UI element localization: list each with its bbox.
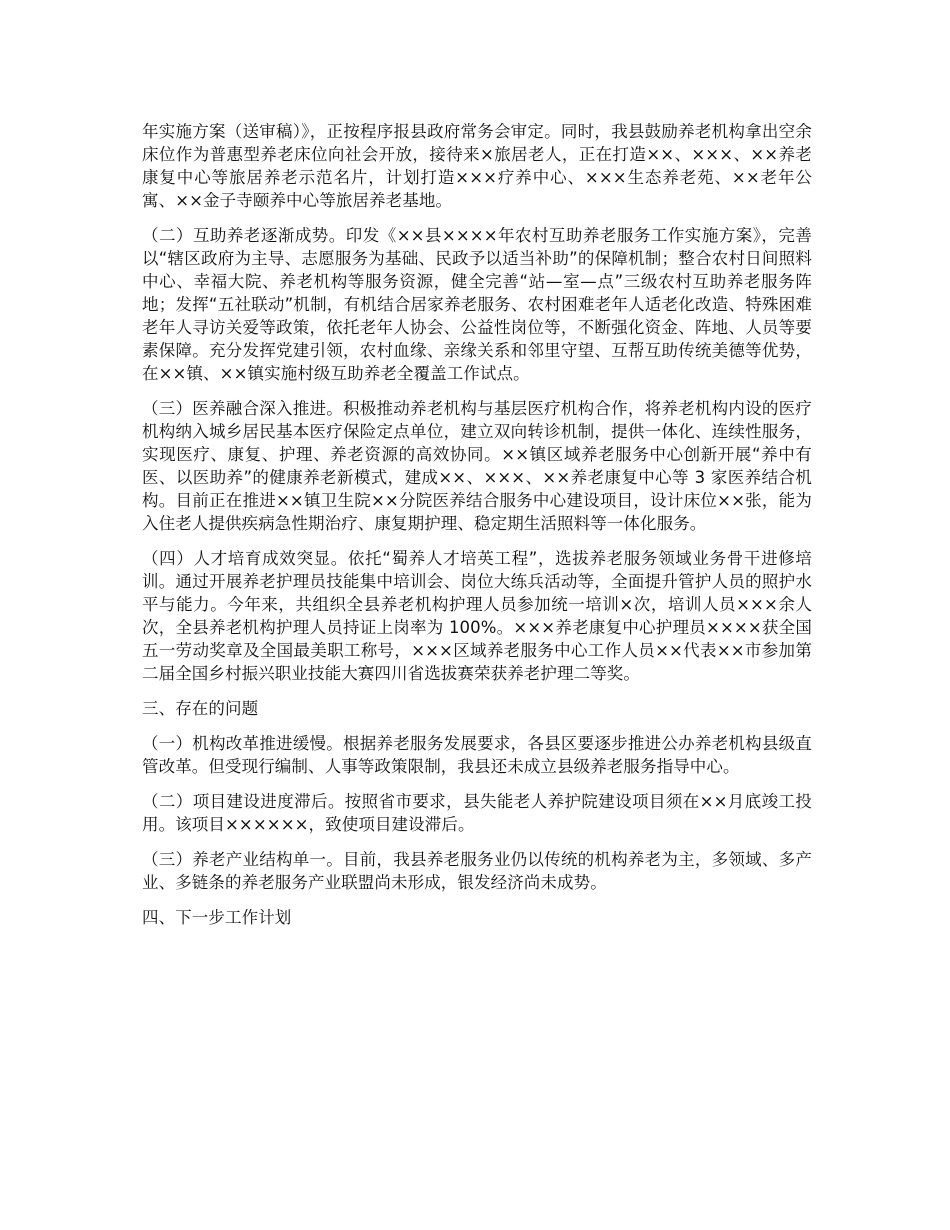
document-body xyxy=(142,120,812,941)
paragraph-industry-structure: （三）养老产业结构单一。目前，我县养老服务业仍以传统的机构养老为主，多领域、多产业、多链条的养老服务产业联盟尚未形成，银发经济尚未成势。 xyxy=(142,850,812,892)
paragraph-continuation: 年实施方案（送审稿）》，正按程序报县政府常务会审定。同时，我县鼓励养老机构拿出空余床位作为普惠型养老床位向社会开放，接待来×旅居老人，正在打造××、×××、××养老康复中心等旅居养老示范名片，计划打造×××疗养中心、×××生态养老苑、××老年公寓、××金子寺颐养中心等旅居养老基地。 xyxy=(142,122,812,210)
paragraph-project-progress: （二）项目建设进度滞后。按照省市要求，县失能老人养护院建设项目须在××月底竣工投用。该项目××××××，致使项目建设滞后。 xyxy=(142,792,812,834)
section-heading-next-steps: 四、下一步工作计划 xyxy=(142,908,292,927)
paragraph-institutional-reform: （一）机构改革推进缓慢。根据养老服务发展要求，各县区要逐步推进公办养老机构县级直管改革。但受现行编制、人事等政策限制，我县还未成立县级养老服务指导中心。 xyxy=(142,734,812,776)
paragraph-talent-training: （四）人才培育成效突显。依托“蜀养人才培英工程”，选拔养老服务领域业务骨干进修培训。通过开展养老护理员技能集中培训会、岗位大练兵活动等，全面提升管护人员的照护水平与能力。今年来，共组织全县养老机构护理人员参加统一培训×次，培训人员×××余人次，全县养老机构护理人员持证上岗率为 100%。×××养老康复中心护理员××××获全国五一劳动奖章及全国最美职工称号，×××区域养老服务中心工作人员××代表××市参加第二届全国乡村振兴职业技能大赛四川省选拔赛荣获养老护理二等奖。 xyxy=(142,549,812,683)
section-heading-existing-problems: 三、存在的问题 xyxy=(142,699,259,718)
paragraph-medical-elderly-integration: （三）医养融合深入推进。积极推动养老机构与基层医疗机构合作，将养老机构内设的医疗机构纳入城乡居民基本医疗保险定点单位，建立双向转诊机制，提供一体化、连续性服务，实现医疗、康复、护理、养老资源的高效协同。××镇区域养老服务中心创新开展“养中有医、以医助养”的健康养老新模式，建成××、×××、××养老康复中心等 3 家医养结合机构。目前正在推进××镇卫生院××分院医养结合服务中心建设项目，设计床位××张，能为入住老人提供疾病急性期治疗、康复期护理、稳定期生活照料等一体化服务。 xyxy=(142,399,812,533)
paragraph-mutual-aid-elderly-care: （二）互助养老逐渐成势。印发《××县××××年农村互助养老服务工作实施方案》，完善以“辖区政府为主导、志愿服务为基础、民政予以适当补助”的保障机制；整合农村日间照料中心、幸福大院、养老机构等服务资源，健全完善“站—室—点”三级农村互助养老服务阵地；发挥“五社联动”机制，有机结合居家养老服务、农村困难老年人适老化改造、特殊困难老年人寻访关爱等政策，依托老年人协会、公益性岗位等，不断强化资金、阵地、人员等要素保障。充分发挥党建引领，农村血缘、亲缘关系和邻里守望、互帮互助传统美德等优势，在××镇、××镇实施村级互助养老全覆盖工作试点。 xyxy=(142,226,812,383)
